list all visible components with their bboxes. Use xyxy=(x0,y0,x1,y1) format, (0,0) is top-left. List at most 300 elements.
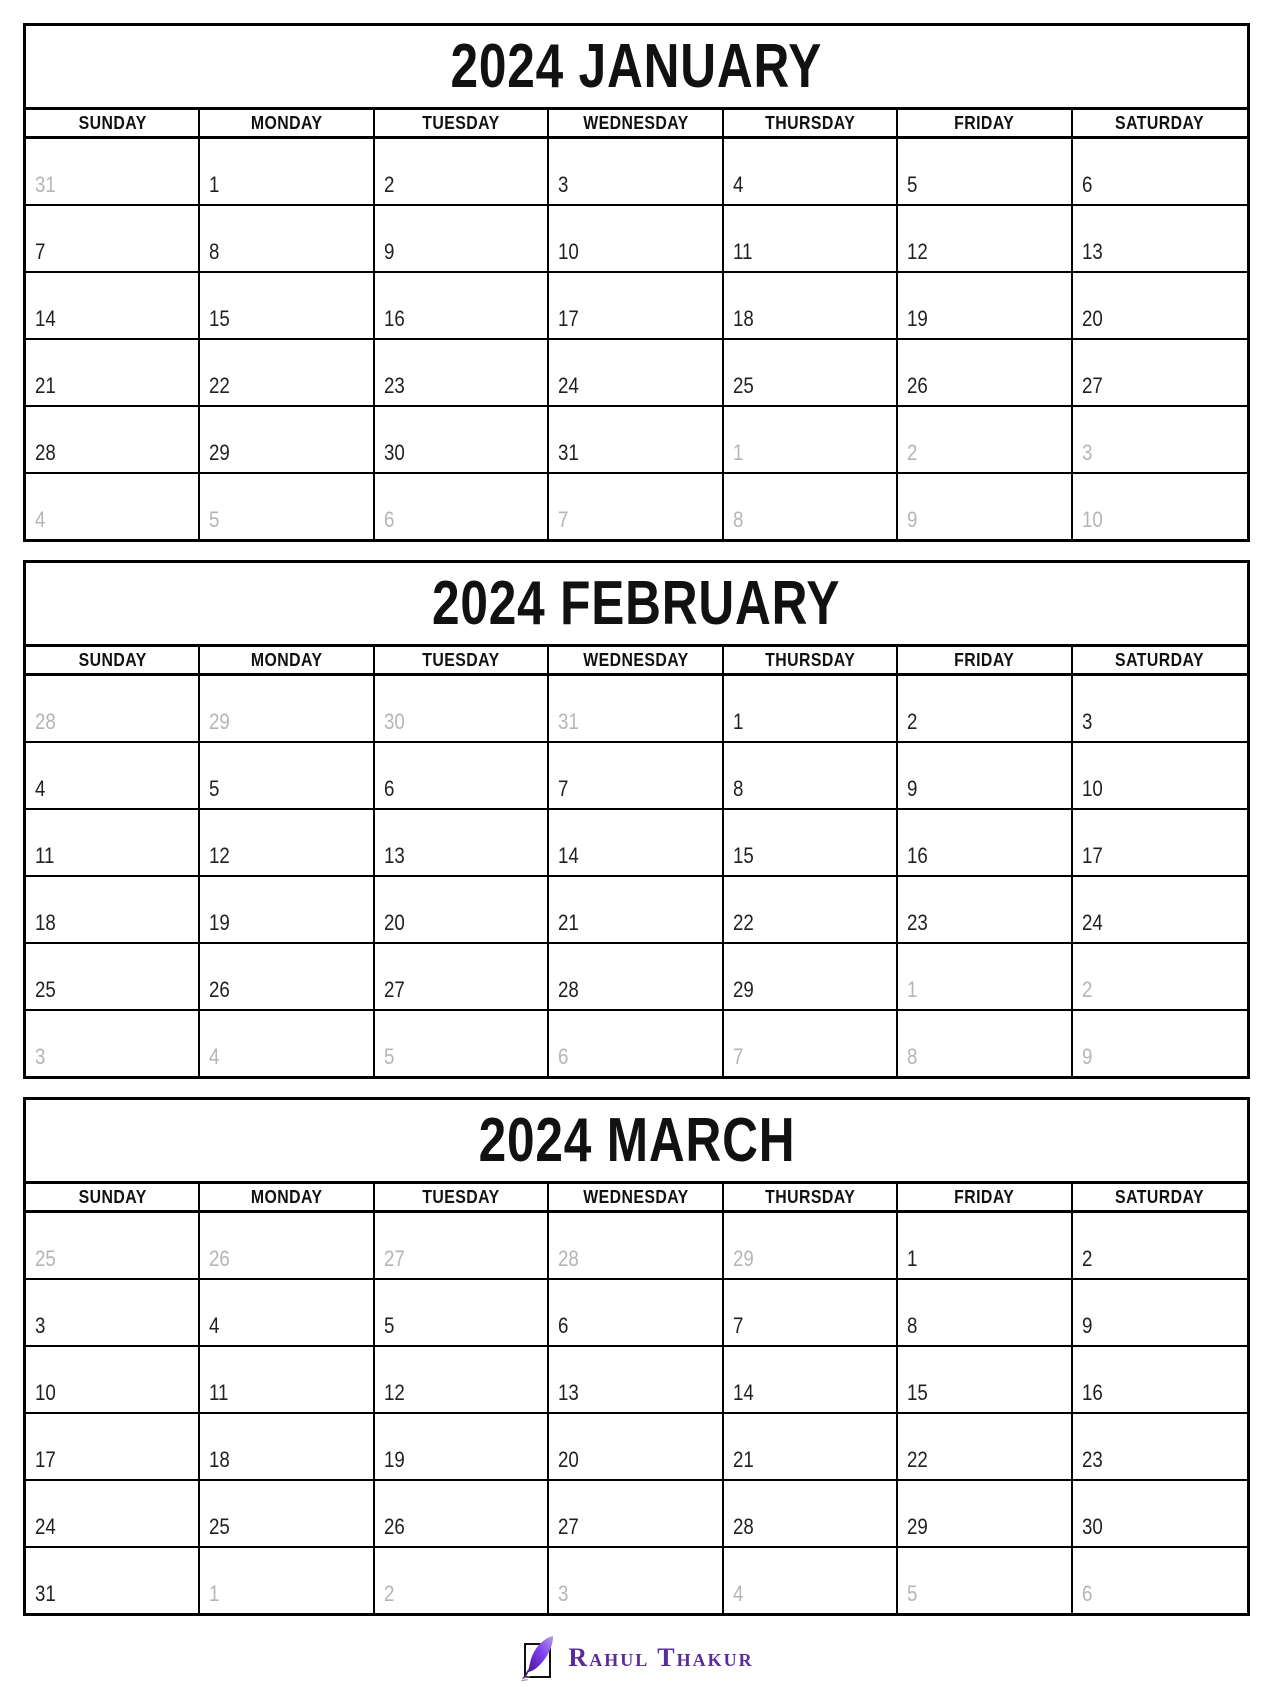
day-cell xyxy=(375,340,549,405)
day-number: 6 xyxy=(383,776,395,801)
brand-name: Rahul Thakur xyxy=(568,1643,754,1672)
weekday-label: SUNDAY xyxy=(78,1186,147,1207)
day-cell xyxy=(1073,474,1247,539)
day-cell xyxy=(26,273,200,338)
day-cell xyxy=(1073,676,1247,741)
day-number: 28 xyxy=(35,440,56,465)
day-cell xyxy=(1073,273,1247,338)
week-row xyxy=(26,1414,1247,1481)
day-number: 23 xyxy=(907,910,928,935)
day-number: 29 xyxy=(732,1246,754,1271)
day-cell xyxy=(375,1213,549,1278)
day-number: 29 xyxy=(209,709,231,734)
weekday-header-cell xyxy=(549,647,723,673)
day-cell xyxy=(1073,1347,1247,1412)
weekday-header-cell xyxy=(549,1184,723,1210)
day-number: 9 xyxy=(1081,1313,1092,1338)
day-number: 9 xyxy=(383,239,395,264)
week-row xyxy=(26,273,1247,340)
day-number: 18 xyxy=(209,1447,231,1472)
day-number: 26 xyxy=(907,373,928,398)
day-cell xyxy=(1073,340,1247,405)
month-table xyxy=(23,560,1250,1079)
day-cell xyxy=(1073,877,1247,942)
day-number: 9 xyxy=(907,507,918,532)
day-cell xyxy=(898,810,1072,875)
day-cell xyxy=(898,139,1072,204)
day-number: 6 xyxy=(558,1044,569,1069)
month-title-text: 2024 MARCH xyxy=(478,1106,795,1175)
day-number: 16 xyxy=(1081,1380,1103,1405)
months-container xyxy=(23,23,1250,1616)
day-number: 31 xyxy=(35,172,56,197)
day-number: 4 xyxy=(209,1044,220,1069)
weekday-header-cell xyxy=(724,647,898,673)
day-cell xyxy=(26,1280,200,1345)
day-number: 12 xyxy=(209,843,231,868)
day-number: 15 xyxy=(732,843,754,868)
day-number: 9 xyxy=(1081,1044,1092,1069)
weekday-label: WEDNESDAY xyxy=(582,112,689,133)
day-number: 2 xyxy=(907,709,918,734)
day-number: 8 xyxy=(732,776,744,801)
day-number: 23 xyxy=(383,373,405,398)
day-cell xyxy=(26,1548,200,1613)
day-number: 15 xyxy=(907,1380,928,1405)
day-cell xyxy=(549,1414,723,1479)
day-number: 5 xyxy=(907,172,918,197)
day-cell xyxy=(549,944,723,1009)
day-number: 1 xyxy=(907,977,918,1002)
day-cell xyxy=(549,1280,723,1345)
day-number: 26 xyxy=(383,1514,405,1539)
day-cell xyxy=(898,944,1072,1009)
day-cell xyxy=(200,877,374,942)
day-cell xyxy=(200,676,374,741)
day-number: 7 xyxy=(558,507,569,532)
day-cell xyxy=(200,407,374,472)
day-cell xyxy=(200,206,374,271)
day-number: 26 xyxy=(209,1246,231,1271)
week-row xyxy=(26,139,1247,206)
day-cell xyxy=(724,340,898,405)
day-cell xyxy=(724,1548,898,1613)
day-cell xyxy=(898,1011,1072,1076)
day-number: 6 xyxy=(558,1313,569,1338)
week-row xyxy=(26,340,1247,407)
day-cell xyxy=(375,474,549,539)
day-number: 27 xyxy=(558,1514,580,1539)
day-number: 14 xyxy=(35,306,56,331)
week-row xyxy=(26,1347,1247,1414)
weekday-header-cell xyxy=(375,1184,549,1210)
day-number: 1 xyxy=(907,1246,918,1271)
day-number: 27 xyxy=(383,977,405,1002)
day-cell xyxy=(26,474,200,539)
day-number: 29 xyxy=(907,1514,928,1539)
day-number: 14 xyxy=(558,843,580,868)
day-number: 21 xyxy=(732,1447,754,1472)
day-cell xyxy=(898,1414,1072,1479)
day-number: 6 xyxy=(1081,172,1092,197)
day-number: 11 xyxy=(209,1380,229,1405)
weekday-header-cell xyxy=(26,1184,200,1210)
day-number: 25 xyxy=(209,1514,231,1539)
month-title xyxy=(26,26,1247,110)
day-number: 16 xyxy=(383,306,405,331)
day-number: 17 xyxy=(558,306,580,331)
weekday-label: THURSDAY xyxy=(764,649,855,670)
weekday-header-cell xyxy=(1073,110,1247,136)
day-number: 17 xyxy=(1081,843,1103,868)
day-cell xyxy=(375,139,549,204)
week-row xyxy=(26,1481,1247,1548)
week-row xyxy=(26,1011,1247,1076)
day-cell xyxy=(549,1347,723,1412)
day-number: 8 xyxy=(907,1313,918,1338)
day-number: 2 xyxy=(1081,977,1092,1002)
day-cell xyxy=(200,743,374,808)
day-number: 3 xyxy=(35,1313,46,1338)
day-number: 19 xyxy=(907,306,928,331)
day-cell xyxy=(200,1548,374,1613)
weekday-label: SATURDAY xyxy=(1115,112,1205,133)
day-number: 13 xyxy=(383,843,405,868)
day-number: 23 xyxy=(1081,1447,1103,1472)
month-title xyxy=(26,563,1247,647)
day-cell xyxy=(375,877,549,942)
day-cell xyxy=(724,474,898,539)
day-cell xyxy=(549,1213,723,1278)
day-number: 8 xyxy=(209,239,220,264)
day-cell xyxy=(898,877,1072,942)
day-number: 28 xyxy=(35,709,56,734)
day-cell xyxy=(898,1481,1072,1546)
day-number: 12 xyxy=(907,239,928,264)
day-cell xyxy=(724,877,898,942)
day-number: 25 xyxy=(732,373,754,398)
weekday-label: SATURDAY xyxy=(1115,1186,1205,1207)
day-number: 14 xyxy=(732,1380,754,1405)
day-number: 20 xyxy=(1081,306,1103,331)
day-cell xyxy=(26,877,200,942)
weekday-header-cell xyxy=(26,647,200,673)
day-number: 22 xyxy=(907,1447,928,1472)
day-number: 28 xyxy=(732,1514,754,1539)
day-cell xyxy=(1073,743,1247,808)
day-number: 2 xyxy=(907,440,918,465)
day-cell xyxy=(375,1011,549,1076)
day-number: 3 xyxy=(35,1044,46,1069)
weekday-header-cell xyxy=(200,1184,374,1210)
weekday-header-cell xyxy=(375,110,549,136)
day-cell xyxy=(549,1481,723,1546)
day-number: 21 xyxy=(35,373,56,398)
day-cell xyxy=(200,340,374,405)
day-number: 27 xyxy=(1081,373,1103,398)
day-cell xyxy=(898,676,1072,741)
day-number: 7 xyxy=(35,239,46,264)
weekday-header-cell xyxy=(1073,647,1247,673)
weekday-header-row xyxy=(26,1184,1247,1213)
day-number: 29 xyxy=(209,440,231,465)
day-cell xyxy=(200,1280,374,1345)
day-cell xyxy=(898,340,1072,405)
week-row xyxy=(26,1280,1247,1347)
day-number: 7 xyxy=(732,1313,744,1338)
day-cell xyxy=(1073,407,1247,472)
day-number: 2 xyxy=(383,1581,395,1606)
weekday-header-cell xyxy=(200,647,374,673)
day-cell xyxy=(1073,944,1247,1009)
day-number: 8 xyxy=(907,1044,918,1069)
day-number: 5 xyxy=(383,1313,395,1338)
weekday-header-cell xyxy=(549,110,723,136)
month-table xyxy=(23,23,1250,542)
day-number: 24 xyxy=(35,1514,56,1539)
day-number: 18 xyxy=(732,306,754,331)
day-cell xyxy=(26,944,200,1009)
day-number: 10 xyxy=(1081,776,1103,801)
weekday-label: WEDNESDAY xyxy=(582,1186,689,1207)
day-cell xyxy=(375,1280,549,1345)
weekday-header-cell xyxy=(200,110,374,136)
weekday-header-row xyxy=(26,647,1247,676)
day-number: 19 xyxy=(383,1447,405,1472)
month-title-text: 2024 FEBRUARY xyxy=(432,569,841,638)
day-cell xyxy=(549,474,723,539)
day-cell xyxy=(549,877,723,942)
day-number: 5 xyxy=(209,507,220,532)
day-cell xyxy=(26,1347,200,1412)
day-cell xyxy=(549,139,723,204)
day-number: 6 xyxy=(1081,1581,1092,1606)
day-number: 21 xyxy=(558,910,580,935)
day-cell xyxy=(200,944,374,1009)
day-number: 29 xyxy=(732,977,754,1002)
day-number: 26 xyxy=(209,977,231,1002)
day-cell xyxy=(1073,1011,1247,1076)
day-cell xyxy=(26,1414,200,1479)
day-cell xyxy=(200,273,374,338)
weekday-label: TUESDAY xyxy=(422,649,500,670)
day-number: 31 xyxy=(558,440,580,465)
day-cell xyxy=(26,407,200,472)
day-cell xyxy=(375,273,549,338)
day-cell xyxy=(549,273,723,338)
week-row xyxy=(26,676,1247,743)
week-row xyxy=(26,474,1247,539)
day-cell xyxy=(549,1011,723,1076)
day-number: 28 xyxy=(558,977,580,1002)
day-number: 5 xyxy=(907,1581,918,1606)
weekday-header-cell xyxy=(898,110,1072,136)
day-cell xyxy=(549,340,723,405)
day-cell xyxy=(724,944,898,1009)
day-cell xyxy=(375,206,549,271)
day-cell xyxy=(549,810,723,875)
day-number: 12 xyxy=(383,1380,405,1405)
day-number: 30 xyxy=(383,709,405,734)
week-row xyxy=(26,877,1247,944)
day-cell xyxy=(375,1347,549,1412)
day-cell xyxy=(724,1347,898,1412)
day-number: 13 xyxy=(558,1380,580,1405)
day-number: 4 xyxy=(209,1313,220,1338)
day-cell xyxy=(898,1548,1072,1613)
day-number: 3 xyxy=(1081,709,1092,734)
day-number: 2 xyxy=(383,172,395,197)
weekday-header-cell xyxy=(26,110,200,136)
day-number: 5 xyxy=(209,776,220,801)
day-cell xyxy=(724,1414,898,1479)
day-cell xyxy=(26,676,200,741)
day-cell xyxy=(26,340,200,405)
week-row xyxy=(26,1213,1247,1280)
day-cell xyxy=(1073,1481,1247,1546)
day-cell xyxy=(200,139,374,204)
day-number: 7 xyxy=(732,1044,744,1069)
day-cell xyxy=(26,1011,200,1076)
weekday-header-cell xyxy=(898,647,1072,673)
day-cell xyxy=(549,743,723,808)
day-number: 8 xyxy=(732,507,744,532)
day-cell xyxy=(724,676,898,741)
day-number: 24 xyxy=(558,373,580,398)
day-cell xyxy=(724,1481,898,1546)
day-number: 11 xyxy=(732,239,753,264)
day-cell xyxy=(898,1347,1072,1412)
day-cell xyxy=(375,1481,549,1546)
weekday-label: THURSDAY xyxy=(764,112,855,133)
weekday-label: MONDAY xyxy=(250,649,323,670)
day-cell xyxy=(724,1011,898,1076)
day-number: 31 xyxy=(35,1581,56,1606)
weekday-label: MONDAY xyxy=(250,112,323,133)
weekday-header-cell xyxy=(375,647,549,673)
day-cell xyxy=(724,139,898,204)
day-cell xyxy=(549,676,723,741)
day-cell xyxy=(200,1414,374,1479)
weekday-label: FRIDAY xyxy=(954,649,1015,670)
day-cell xyxy=(375,676,549,741)
day-number: 10 xyxy=(558,239,580,264)
day-number: 3 xyxy=(558,172,569,197)
week-row xyxy=(26,944,1247,1011)
day-cell xyxy=(724,810,898,875)
day-number: 25 xyxy=(35,977,56,1002)
day-cell xyxy=(26,139,200,204)
weekday-label: TUESDAY xyxy=(422,112,500,133)
day-cell xyxy=(375,743,549,808)
day-number: 28 xyxy=(558,1246,580,1271)
day-number: 10 xyxy=(35,1380,56,1405)
day-cell xyxy=(1073,810,1247,875)
day-cell xyxy=(1073,1548,1247,1613)
day-number: 19 xyxy=(209,910,231,935)
day-cell xyxy=(724,206,898,271)
weekday-header-cell xyxy=(1073,1184,1247,1210)
day-number: 4 xyxy=(35,507,46,532)
day-number: 22 xyxy=(732,910,754,935)
day-cell xyxy=(724,407,898,472)
day-cell xyxy=(375,407,549,472)
day-number: 1 xyxy=(209,172,220,197)
day-cell xyxy=(200,474,374,539)
day-number: 15 xyxy=(209,306,231,331)
weekday-header-cell xyxy=(898,1184,1072,1210)
weekday-label: MONDAY xyxy=(250,1186,323,1207)
day-number: 3 xyxy=(1081,440,1092,465)
weekday-header-cell xyxy=(724,110,898,136)
day-number: 1 xyxy=(732,709,744,734)
day-cell xyxy=(724,743,898,808)
week-row xyxy=(26,407,1247,474)
month-title-text: 2024 JANUARY xyxy=(450,32,823,101)
day-number: 24 xyxy=(1081,910,1103,935)
weekday-label: FRIDAY xyxy=(954,112,1015,133)
day-cell xyxy=(200,1011,374,1076)
day-number: 5 xyxy=(383,1044,395,1069)
day-cell xyxy=(898,206,1072,271)
day-number: 22 xyxy=(209,373,231,398)
weekday-label: SATURDAY xyxy=(1115,649,1205,670)
day-cell xyxy=(375,1414,549,1479)
day-cell xyxy=(26,1481,200,1546)
day-number: 20 xyxy=(383,910,405,935)
day-cell xyxy=(898,407,1072,472)
day-cell xyxy=(549,407,723,472)
day-cell xyxy=(1073,139,1247,204)
day-cell xyxy=(375,810,549,875)
day-number: 1 xyxy=(732,440,744,465)
day-cell xyxy=(898,1280,1072,1345)
day-cell xyxy=(200,1213,374,1278)
day-cell xyxy=(724,1280,898,1345)
day-cell xyxy=(375,944,549,1009)
day-cell xyxy=(724,273,898,338)
day-number: 18 xyxy=(35,910,56,935)
day-cell xyxy=(1073,1414,1247,1479)
day-number: 4 xyxy=(35,776,46,801)
day-number: 17 xyxy=(35,1447,56,1472)
day-cell xyxy=(26,743,200,808)
week-row xyxy=(26,1548,1247,1613)
day-number: 13 xyxy=(1081,239,1103,264)
day-cell xyxy=(724,1213,898,1278)
weekday-label: THURSDAY xyxy=(764,1186,855,1207)
weekday-label: FRIDAY xyxy=(954,1186,1015,1207)
day-number: 30 xyxy=(1081,1514,1103,1539)
day-number: 31 xyxy=(558,709,580,734)
week-row xyxy=(26,810,1247,877)
day-cell xyxy=(1073,1280,1247,1345)
day-number: 11 xyxy=(35,843,55,868)
quill-icon xyxy=(519,1634,559,1682)
weekday-label: TUESDAY xyxy=(422,1186,500,1207)
day-number: 3 xyxy=(558,1581,569,1606)
day-number: 27 xyxy=(383,1246,405,1271)
month-table xyxy=(23,1097,1250,1616)
day-cell xyxy=(200,1347,374,1412)
day-cell xyxy=(200,810,374,875)
day-cell xyxy=(200,1481,374,1546)
day-cell xyxy=(26,1213,200,1278)
week-row xyxy=(26,743,1247,810)
day-cell xyxy=(549,206,723,271)
day-number: 9 xyxy=(907,776,918,801)
day-number: 6 xyxy=(383,507,395,532)
